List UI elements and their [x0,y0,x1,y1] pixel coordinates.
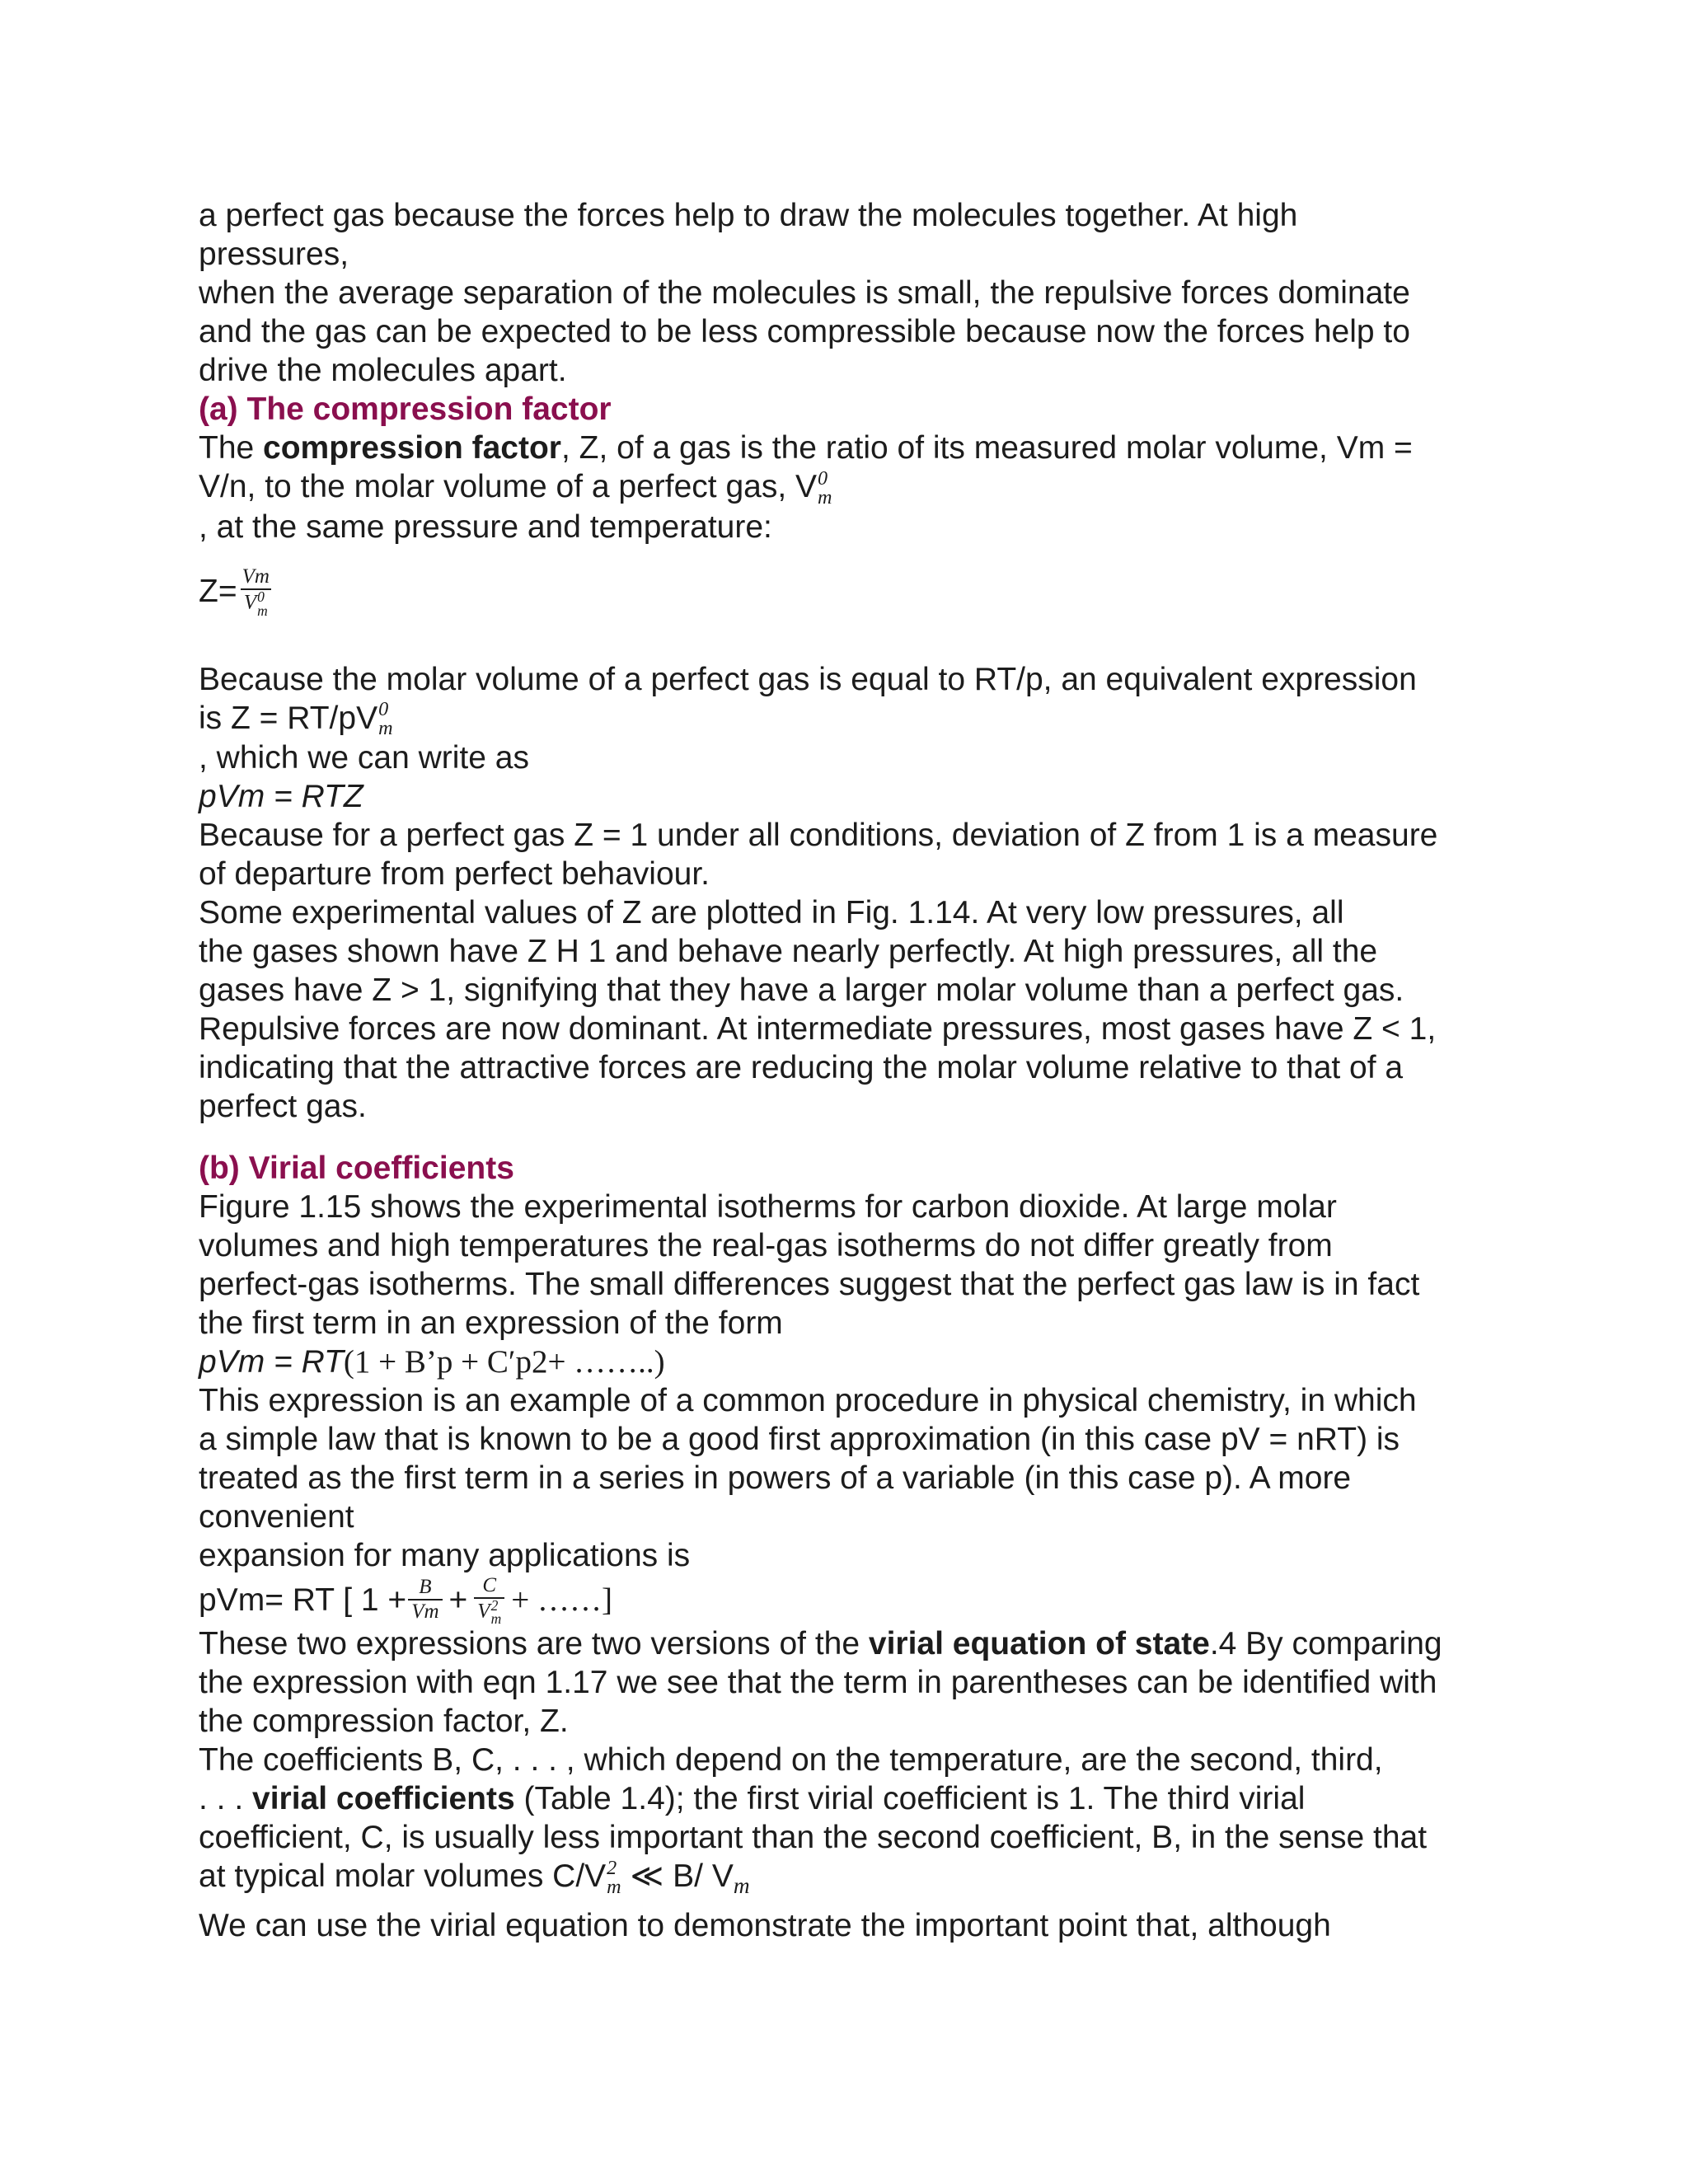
text-line: . . . virial coefficients (Table 1.4); the first virial coefficient is 1. The third virial [199,1781,1306,1817]
text-line: the compression factor, Z. [199,1704,569,1740]
fraction: C V 2 m [474,1574,504,1626]
text-line: of departure from perfect behaviour. [199,856,710,893]
text-line: the gases shown have Z H 1 and behave nearly perfectly. At high pressures, all the [199,934,1378,970]
text-line: and the gas can be expected to be less compressible because now the forces help to [199,314,1410,349]
fraction-denominator: V 0 m [241,588,271,617]
text-line: The compression factor, Z, of a gas is the ratio of its measured molar volume, Vm = [199,430,1413,466]
text-line: This expression is an example of a common procedure in physical chemistry, in which [199,1383,1417,1419]
section-heading-compression-factor: (a) The compression factor [199,391,612,427]
text-line: at typical molar volumes C/V 2 m ≪ B/ $V_m$ [199,1857,750,1899]
text-line: volumes and high temperatures the real-gas isotherms do not differ greatly from [199,1228,1333,1264]
formula-compression-factor [199,546,1484,637]
text-line: a simple law that is known to be a good first approximation (in this case pV = nRT) is [199,1422,1400,1458]
text-line: V/n, to the molar volume of a perfect gas, V 0 m [199,466,832,509]
document-page [199,196,1484,1945]
text-line: gases have Z > 1, signifying that they have a larger molar volume than a perfect gas. [199,972,1404,1009]
text-line: We can use the virial equation to demonstrate the important point that, although [199,1907,1331,1943]
text-line: pressures, [199,237,349,272]
text-line: a perfect gas because the forces help to draw the molecules together. At high [199,198,1298,233]
fraction-numerator: Vm [241,565,270,588]
text-line: Some experimental values of Z are plotted in Fig. 1.14. At very low pressures, all [199,895,1344,931]
text-line: the first term in an expression of the form [199,1305,783,1342]
text-line: Because for a perfect gas Z = 1 under all conditions, deviation of Z from 1 is a measure [199,818,1438,854]
text-line: perfect gas. [199,1089,367,1125]
text-line: , at the same pressure and temperature: [199,509,772,545]
bold-term: virial coefficients [252,1781,515,1817]
bold-term: compression factor [263,430,561,466]
text-line: The coefficients B, C, . . . , which depend on the temperature, are the second, third, [199,1742,1383,1779]
bold-term: virial equation of state [868,1626,1210,1662]
section-heading-virial-coefficients: (b) Virial coefficients [199,1151,514,1187]
text-line: Repulsive forces are now dominant. At intermediate pressures, most gases have Z < 1, [199,1011,1437,1047]
fraction: $\frac{B}{Vm}$ [408,1576,442,1624]
text-line: Figure 1.15 shows the experimental isotherms for carbon dioxide. At large molar [199,1189,1337,1226]
text-line: indicating that the attractive forces are reducing the molar volume relative to that of a [199,1050,1404,1086]
text-line: perfect-gas isotherms. The small differences suggest that the perfect gas law is in fact [199,1267,1420,1303]
text-line: when the average separation of the molecules is small, the repulsive forces dominate [199,275,1410,311]
text-line: drive the molecules apart. [199,353,567,388]
text-line: the expression with eqn 1.17 we see that the term in parentheses can be identified with [199,1665,1437,1701]
equation-line: pVm = RTZ [199,779,363,815]
text-line: expansion for many applications is [199,1538,691,1574]
math-sup-sub: 0 m [378,698,393,740]
text-line: convenient [199,1499,354,1535]
math-sup-sub: 0 m [818,466,832,509]
formula-lhs: Z= [199,574,237,610]
text-line: Because the molar volume of a perfect gas is equal to RT/p, an equivalent expression [199,661,1417,697]
fraction [239,565,273,617]
text-line: is Z = RT/pV 0 m [199,698,393,740]
text-line: , which we can write as [199,740,529,776]
formula-virial-expansion: pVm= RT [ 1 + $\frac{B}{Vm}$ + C V 2 m + ……] [199,1573,612,1628]
equation-line: pVm = RT(1 + B’p + C′p2+ ……..) [199,1344,665,1380]
text-line: These two expressions are two versions of the virial equation of state.4 By comparing [199,1626,1442,1662]
text-line: coefficient, C, is usually less important than the second coefficient, B, in the sense that [199,1820,1428,1856]
text-line: treated as the first term in a series in powers of a variable (in this case p). A more [199,1460,1352,1497]
